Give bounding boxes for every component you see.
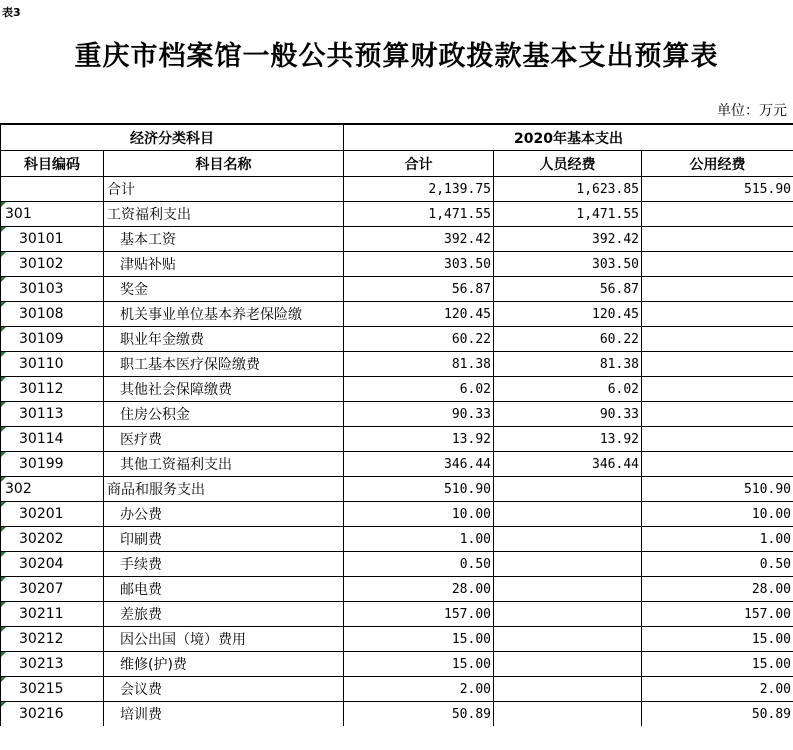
table-row xyxy=(1,177,793,202)
table-row xyxy=(1,227,793,252)
cell-personnel: 346.44 xyxy=(494,452,642,477)
table-body xyxy=(1,177,793,727)
cell-personnel: 81.38 xyxy=(494,352,642,377)
cell-name: 工资福利支出 xyxy=(104,202,344,227)
cell-personnel: 303.50 xyxy=(494,252,642,277)
cell-public xyxy=(642,227,793,252)
table-row xyxy=(1,327,793,352)
cell-total: 10.00 xyxy=(344,502,494,527)
table-row xyxy=(1,427,793,452)
unit-label: 单位：万元 xyxy=(717,103,787,119)
cell-public: 2.00 xyxy=(642,677,793,702)
cell-code: 30211 xyxy=(1,602,104,627)
cell-name: 差旅费 xyxy=(104,602,344,627)
table-row xyxy=(1,252,793,277)
cell-name: 商品和服务支出 xyxy=(104,477,344,502)
header-name: 科目名称 xyxy=(104,151,344,177)
table-row xyxy=(1,502,793,527)
cell-personnel: 60.22 xyxy=(494,327,642,352)
cell-name: 培训费 xyxy=(104,702,344,727)
cell-personnel xyxy=(494,502,642,527)
cell-name: 印刷费 xyxy=(104,527,344,552)
cell-name: 机关事业单位基本养老保险缴 xyxy=(104,302,344,327)
cell-public xyxy=(642,352,793,377)
header-code: 科目编码 xyxy=(1,151,104,177)
cell-public: 10.00 xyxy=(642,502,793,527)
cell-code: 30212 xyxy=(1,627,104,652)
cell-code: 30216 xyxy=(1,702,104,727)
cell-name: 手续费 xyxy=(104,552,344,577)
cell-code: 30101 xyxy=(1,227,104,252)
cell-code: 30110 xyxy=(1,352,104,377)
cell-public xyxy=(642,277,793,302)
cell-personnel: 13.92 xyxy=(494,427,642,452)
cell-code: 30213 xyxy=(1,652,104,677)
cell-code: 30113 xyxy=(1,402,104,427)
cell-code: 30102 xyxy=(1,252,104,277)
cell-name: 津贴补贴 xyxy=(104,252,344,277)
cell-public xyxy=(642,452,793,477)
cell-name: 会议费 xyxy=(104,677,344,702)
cell-total: 50.89 xyxy=(344,702,494,727)
cell-code: 30201 xyxy=(1,502,104,527)
cell-total: 56.87 xyxy=(344,277,494,302)
header-basic-expenditure: 2020年基本支出 xyxy=(344,124,793,151)
cell-personnel: 1,623.85 xyxy=(494,177,642,202)
table-row xyxy=(1,677,793,702)
table-row xyxy=(1,277,793,302)
header-personnel: 人员经费 xyxy=(494,151,642,177)
cell-total: 90.33 xyxy=(344,402,494,427)
cell-public xyxy=(642,377,793,402)
table-row xyxy=(1,627,793,652)
cell-code: 30204 xyxy=(1,552,104,577)
cell-public: 0.50 xyxy=(642,552,793,577)
cell-personnel xyxy=(494,702,642,727)
cell-total: 510.90 xyxy=(344,477,494,502)
cell-personnel xyxy=(494,552,642,577)
table-row xyxy=(1,202,793,227)
cell-total: 346.44 xyxy=(344,452,494,477)
cell-total: 2,139.75 xyxy=(344,177,494,202)
cell-total: 13.92 xyxy=(344,427,494,452)
cell-total: 303.50 xyxy=(344,252,494,277)
cell-public: 157.00 xyxy=(642,602,793,627)
cell-total: 157.00 xyxy=(344,602,494,627)
cell-name: 住房公积金 xyxy=(104,402,344,427)
cell-total: 6.02 xyxy=(344,377,494,402)
table-row xyxy=(1,577,793,602)
cell-public: 28.00 xyxy=(642,577,793,602)
cell-personnel xyxy=(494,627,642,652)
cell-total: 120.45 xyxy=(344,302,494,327)
cell-total: 1,471.55 xyxy=(344,202,494,227)
header-public: 公用经费 xyxy=(642,151,793,177)
cell-total: 28.00 xyxy=(344,577,494,602)
cell-name: 其他工资福利支出 xyxy=(104,452,344,477)
cell-public xyxy=(642,302,793,327)
cell-public: 50.89 xyxy=(642,702,793,727)
cell-public: 515.90 xyxy=(642,177,793,202)
cell-name: 办公费 xyxy=(104,502,344,527)
table-row xyxy=(1,602,793,627)
cell-public xyxy=(642,202,793,227)
table-row xyxy=(1,477,793,502)
cell-public: 510.90 xyxy=(642,477,793,502)
cell-public xyxy=(642,402,793,427)
cell-total: 2.00 xyxy=(344,677,494,702)
cell-name: 基本工资 xyxy=(104,227,344,252)
cell-total: 0.50 xyxy=(344,552,494,577)
cell-name: 维修(护)费 xyxy=(104,652,344,677)
cell-personnel xyxy=(494,677,642,702)
cell-public: 15.00 xyxy=(642,627,793,652)
cell-total: 15.00 xyxy=(344,652,494,677)
cell-code: 30215 xyxy=(1,677,104,702)
cell-personnel: 56.87 xyxy=(494,277,642,302)
cell-code: 30199 xyxy=(1,452,104,477)
cell-public: 15.00 xyxy=(642,652,793,677)
cell-personnel: 120.45 xyxy=(494,302,642,327)
table-row xyxy=(1,352,793,377)
cell-name: 职工基本医疗保险缴费 xyxy=(104,352,344,377)
cell-code: 30114 xyxy=(1,427,104,452)
cell-code: 301 xyxy=(1,202,104,227)
table-row xyxy=(1,652,793,677)
cell-public: 1.00 xyxy=(642,527,793,552)
cell-personnel xyxy=(494,652,642,677)
cell-code: 30207 xyxy=(1,577,104,602)
cell-personnel xyxy=(494,527,642,552)
table-row xyxy=(1,552,793,577)
table-row xyxy=(1,377,793,402)
cell-personnel xyxy=(494,602,642,627)
cell-name: 因公出国（境）费用 xyxy=(104,627,344,652)
cell-name: 医疗费 xyxy=(104,427,344,452)
header-economic-category: 经济分类科目 xyxy=(1,124,344,151)
cell-total: 1.00 xyxy=(344,527,494,552)
page-title: 重庆市档案馆一般公共预算财政拨款基本支出预算表 xyxy=(74,41,719,72)
cell-name: 奖金 xyxy=(104,277,344,302)
cell-code: 30112 xyxy=(1,377,104,402)
cell-personnel: 392.42 xyxy=(494,227,642,252)
cell-code: 30108 xyxy=(1,302,104,327)
cell-total: 60.22 xyxy=(344,327,494,352)
table-row xyxy=(1,452,793,477)
cell-public xyxy=(642,327,793,352)
cell-code: 30109 xyxy=(1,327,104,352)
cell-personnel: 6.02 xyxy=(494,377,642,402)
table-row xyxy=(1,527,793,552)
table-tag: 表3 xyxy=(2,6,21,19)
table-row xyxy=(1,402,793,427)
cell-personnel: 90.33 xyxy=(494,402,642,427)
cell-total: 15.00 xyxy=(344,627,494,652)
cell-personnel: 1,471.55 xyxy=(494,202,642,227)
cell-name: 其他社会保障缴费 xyxy=(104,377,344,402)
cell-name: 合计 xyxy=(104,177,344,202)
header-row-columns xyxy=(1,151,793,177)
cell-personnel xyxy=(494,577,642,602)
cell-code: 302 xyxy=(1,477,104,502)
header-total: 合计 xyxy=(344,151,494,177)
budget-table xyxy=(0,123,793,726)
cell-code: 30103 xyxy=(1,277,104,302)
cell-code: 30202 xyxy=(1,527,104,552)
cell-total: 81.38 xyxy=(344,352,494,377)
table-row xyxy=(1,302,793,327)
cell-personnel xyxy=(494,477,642,502)
table-row xyxy=(1,702,793,727)
header-row-group xyxy=(1,124,793,151)
cell-public xyxy=(642,427,793,452)
cell-code xyxy=(1,177,104,202)
cell-name: 职业年金缴费 xyxy=(104,327,344,352)
cell-public xyxy=(642,252,793,277)
cell-total: 392.42 xyxy=(344,227,494,252)
cell-name: 邮电费 xyxy=(104,577,344,602)
